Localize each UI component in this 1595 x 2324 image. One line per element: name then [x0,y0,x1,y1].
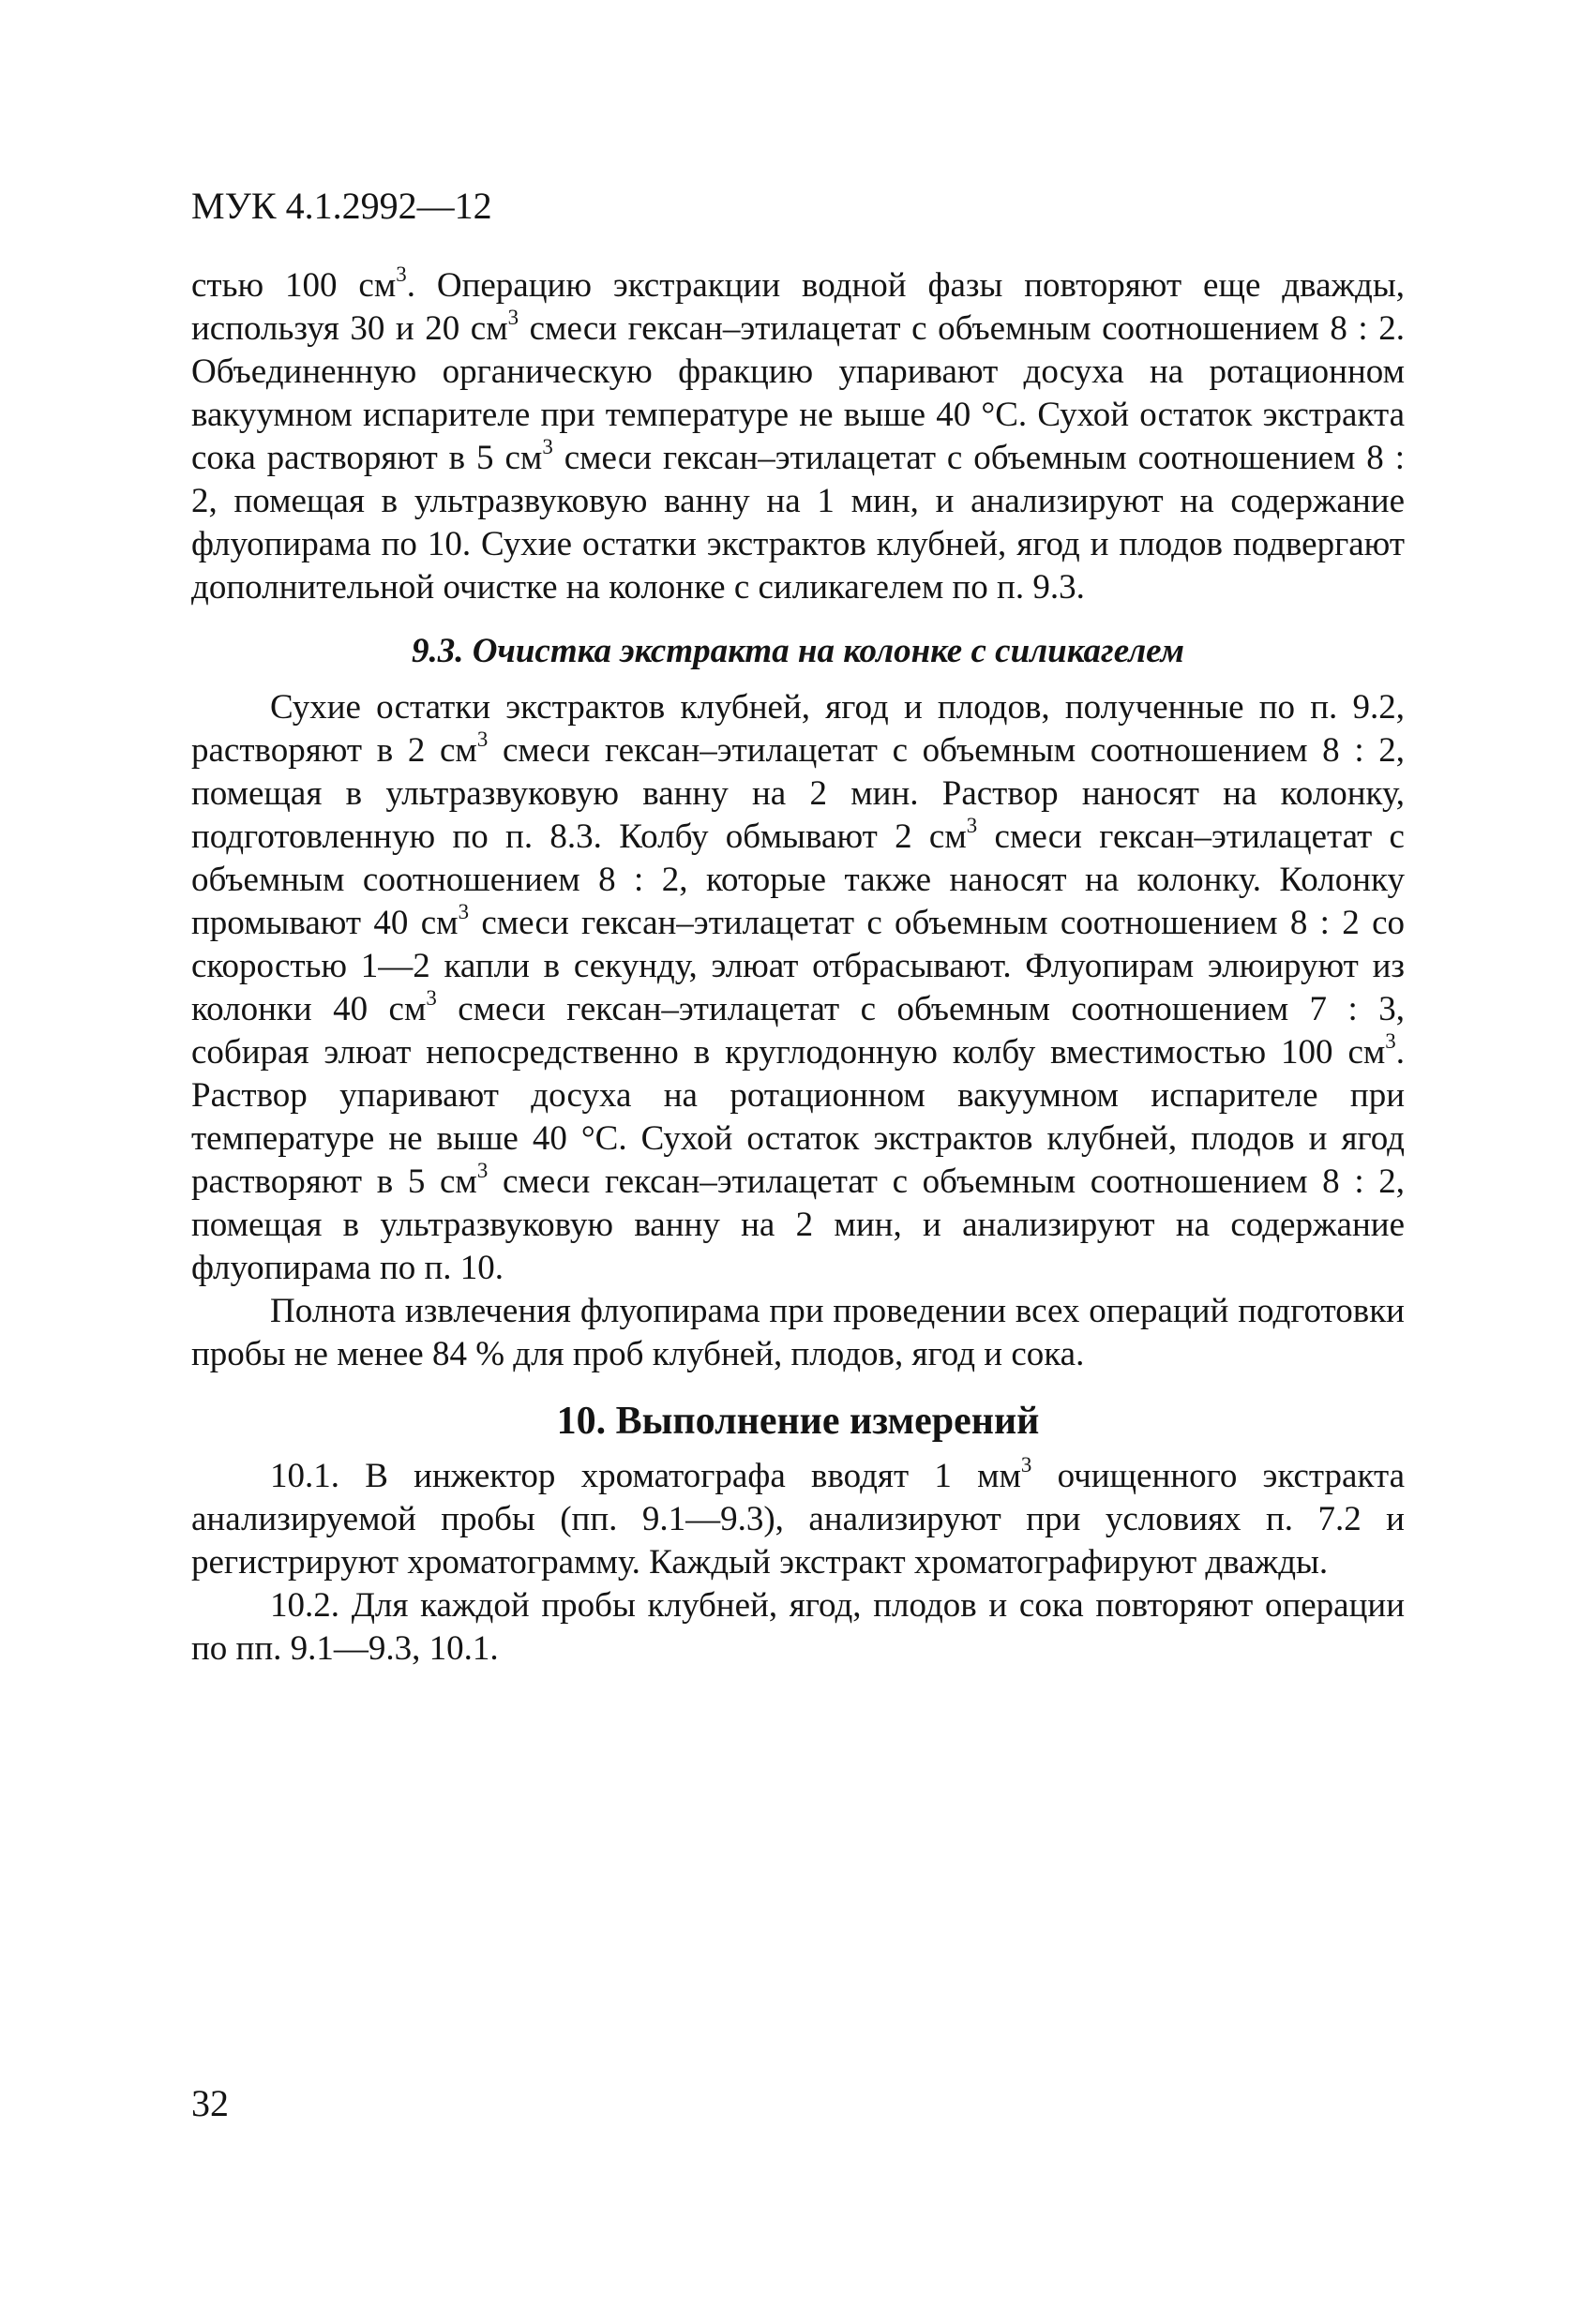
paragraph-continuation: стью 100 $см^3$. Операцию экстракции водной фазы повторяют еще дважды, используя 30 и 20 $см^3$ смеси гексан–этилацетат с объемным соотношением 8 : 2. Объединенную органическую фракцию упаривают досуха на ротационном вакуумном испарителе при температуре не выше 40 °С. Сухой остаток экстракта сока растворяют в 5 $см^3$ смеси гексан–этилацетат с объемным соотношением 8 : 2, помещая в ультразвуковую ванну на 1 мин, и анализируют на содержание флуопирама по 10. Сухие остатки экстрактов клубней, ягод и плодов подвергают дополнительной очистке на колонке с силикагелем по п. 9.3. [191,262,1405,607]
paragraph-10-2: 10.2. Для каждой пробы клубней, ягод, плодов и сока повторяют операции по пп. 9.1—9.3, 10.1. [191,1586,1405,1668]
paragraph-recovery: Полнота извлечения флуопирама при проведении всех операций подготовки пробы не менее 84 % для проб клубней, плодов, ягод и сока. [191,1292,1405,1373]
page-number: 32 [191,2082,229,2124]
paragraph-9-3-cleanup: Сухие остатки экстрактов клубней, ягод и плодов, полученные по п. 9.2, растворяют в 2 $см^3$ смеси гексан–этилацетат с объемным соотношением 8 : 2, помещая в ультразвуковую ванну на 2 мин. Раствор наносят на колонку, подготовленную по п. 8.3. Колбу обмывают 2 $см^3$ смеси гексан–этилацетат с объемным соотношением 8 : 2, которые также наносят на колонку. Колонку промывают 40 $см^3$ смеси гексан–этилацетат с объемным соотношением 8 : 2 со скоростью 1—2 капли в секунду, элюат отбрасывают. Флуопирам элюируют из колонки 40 $см^3$ смеси гексан–этилацетат с объемным соотношением 7 : 3, собирая элюат непосредственно в круглодонную колбу вместимостью 100 $см^3$. Раствор упаривают досуха на ротационном вакуумном испарителе при температуре не выше 40 °С. Сухой остаток экстрактов клубней, плодов и ягод растворяют в 5 $см^3$ смеси гексан–этилацетат с объемным соотношением 8 : 2, помещая в ультразвуковую ванну на 2 мин, и анализируют на содержание флуопирама по п. 10. [191,688,1406,1287]
running-header: МУК 4.1.2992—12 [191,185,492,227]
body-text [191,264,1405,1671]
subsection-heading-9-3: 9.3. Очистка экстракта на колонке с силикагелем [411,632,1185,670]
section-heading-10: 10. Выполнение измерений [556,1400,1040,1443]
paragraph-10-1: 10.1. В инжектор хроматографа вводят 1 $мм^3$ очищенного экстракта анализируемой пробы (пп. 9.1—9.3), анализируют при условиях п. 7.2 и регистрируют хроматограмму. Каждый экстракт хроматографируют дважды. [191,1452,1405,1582]
